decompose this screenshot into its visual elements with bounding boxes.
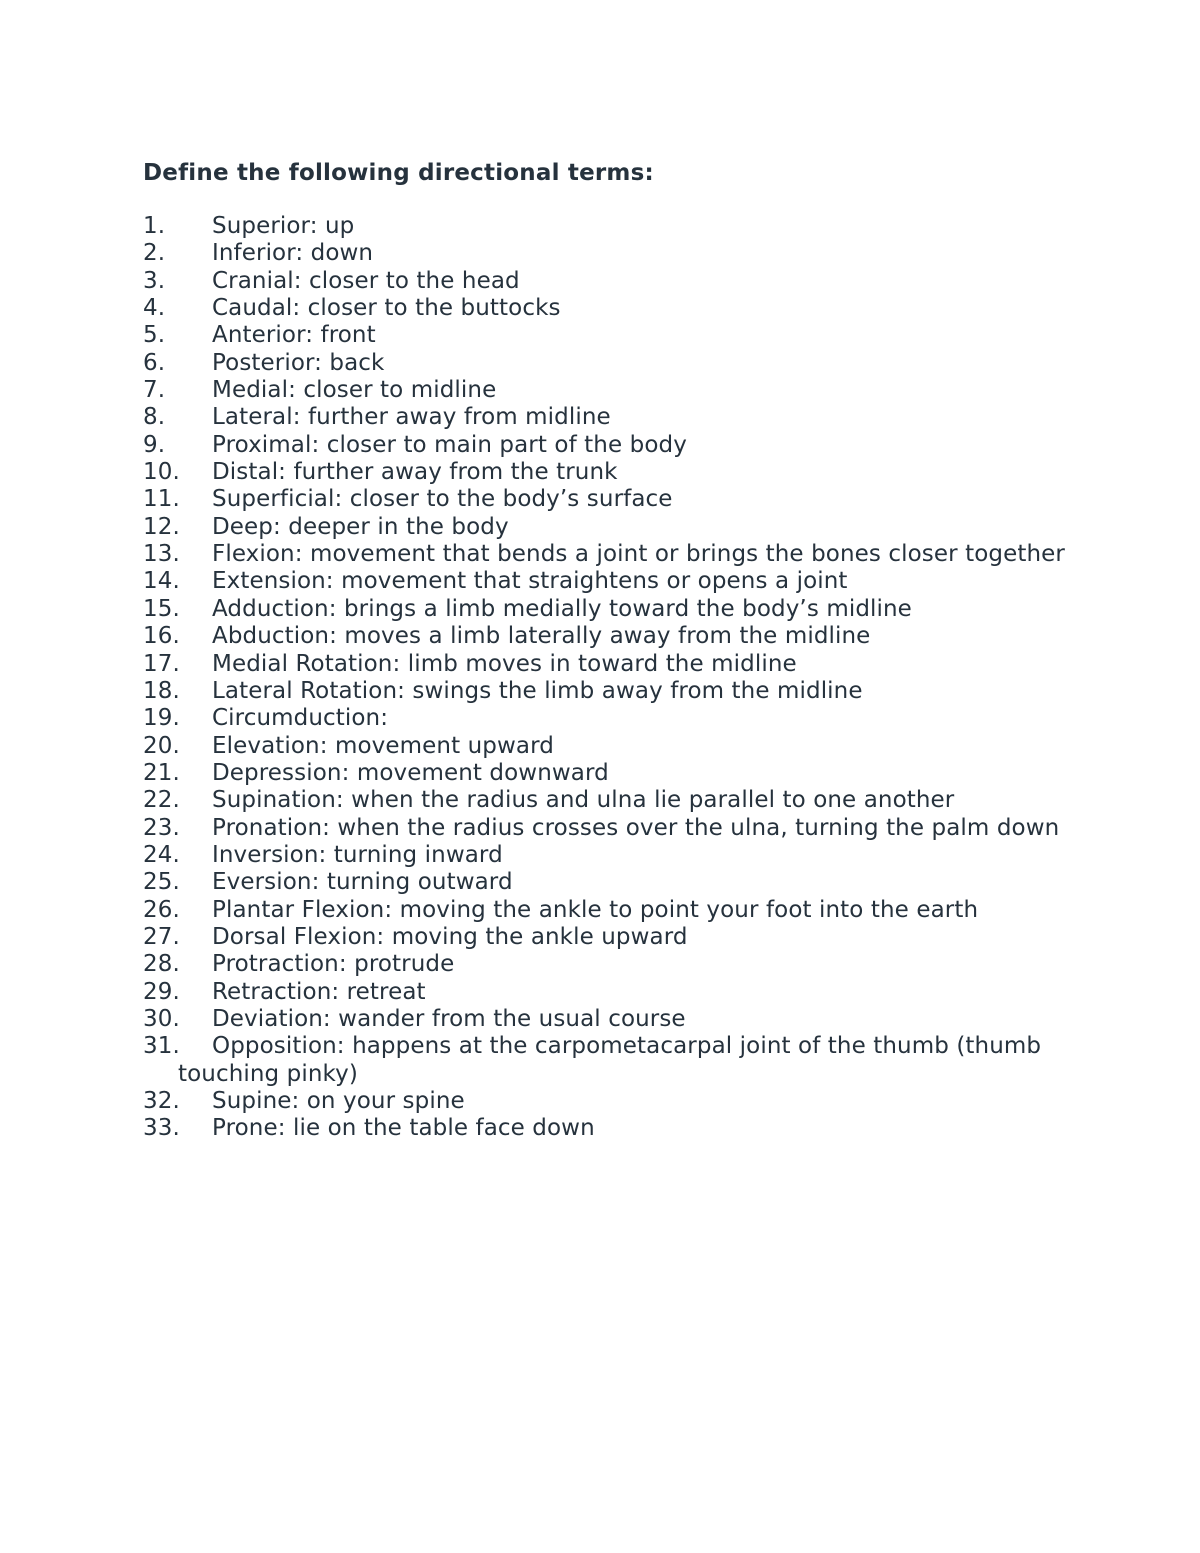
term-item [143, 213, 1083, 240]
term-number: 13. [143, 541, 180, 568]
term-definition: Distal: further away from the trunk [212, 459, 618, 486]
term-definition: Flexion: movement that bends a joint or brings the bones closer together [212, 541, 1065, 568]
term-item [143, 678, 1083, 705]
term-number: 5. [143, 322, 166, 349]
term-item [143, 268, 1083, 295]
term-item [143, 869, 1083, 896]
term-item [143, 514, 1083, 541]
term-definition: Deviation: wander from the usual course [212, 1005, 686, 1032]
term-number: 19. [143, 705, 180, 732]
term-number: 30. [143, 1005, 180, 1032]
term-item [143, 377, 1083, 404]
term-definition: Elevation: movement upward [212, 732, 554, 759]
term-item [143, 951, 1083, 978]
term-item [143, 924, 1083, 951]
term-number: 1. [143, 213, 166, 239]
term-item [143, 432, 1083, 459]
term-number: 3. [143, 267, 166, 294]
term-number: 11. [143, 486, 180, 513]
term-item [143, 815, 1083, 842]
term-item [143, 596, 1083, 623]
term-number: 23. [143, 814, 180, 841]
term-number: 26. [143, 896, 180, 923]
term-definition: Superficial: closer to the body’s surface [212, 486, 673, 513]
term-definition: Depression: movement downward [212, 759, 609, 786]
term-number: 29. [143, 978, 180, 1005]
term-definition: Retraction: retreat [212, 978, 426, 1005]
term-definition: Abduction: moves a limb laterally away from the midline [212, 623, 871, 650]
term-number: 33. [143, 1115, 180, 1142]
term-item [143, 404, 1083, 431]
term-item [143, 1088, 1083, 1115]
term-number: 28. [143, 951, 180, 978]
term-item [143, 787, 1083, 814]
term-item [143, 897, 1083, 924]
term-definition: Supine: on your spine [212, 1088, 465, 1114]
term-definition: Cranial: closer to the head [212, 267, 520, 294]
term-definition: Inferior: down [212, 240, 374, 267]
term-item [143, 733, 1083, 760]
term-item [143, 322, 1083, 349]
term-item [143, 541, 1083, 568]
term-number: 6. [143, 349, 166, 376]
term-number: 7. [143, 377, 166, 404]
term-definition: Adduction: brings a limb medially toward the body’s midline [212, 595, 912, 622]
term-item [143, 1033, 1083, 1088]
term-number: 20. [143, 732, 180, 759]
term-item [143, 568, 1083, 595]
term-definition: Circumduction: [212, 705, 389, 732]
term-definition: Posterior: back [212, 349, 385, 376]
term-number: 9. [143, 431, 166, 458]
term-number: 17. [143, 650, 180, 677]
term-item [143, 842, 1083, 869]
document-heading: Define the following directional terms: [143, 160, 654, 186]
term-definition: Deep: deeper in the body [212, 513, 509, 540]
term-number: 18. [143, 677, 180, 704]
term-number: 25. [143, 869, 180, 896]
terms-list [143, 213, 1083, 1143]
term-number: 14. [143, 568, 180, 595]
term-definition: Anterior: front [212, 322, 376, 349]
term-item [143, 459, 1083, 486]
term-definition: Inversion: turning inward [212, 841, 503, 868]
term-number: 2. [143, 240, 166, 267]
term-number: 22. [143, 787, 180, 814]
term-definition: Prone: lie on the table face down [212, 1115, 595, 1142]
term-definition: Medial: closer to midline [212, 377, 497, 404]
term-number: 15. [143, 595, 180, 622]
term-item [143, 295, 1083, 322]
term-definition: Plantar Flexion: moving the ankle to point your foot into the earth [212, 896, 979, 923]
term-definition: Protraction: protrude [212, 951, 455, 978]
term-number: 10. [143, 459, 180, 486]
term-number: 12. [143, 513, 180, 540]
term-definition: Proximal: closer to main part of the body [212, 431, 687, 458]
term-definition: Extension: movement that straightens or opens a joint [212, 568, 848, 595]
term-definition: Medial Rotation: limb moves in toward the midline [212, 650, 797, 677]
term-definition: Eversion: turning outward [212, 869, 513, 896]
term-item [143, 350, 1083, 377]
term-item [143, 623, 1083, 650]
term-definition: Lateral Rotation: swings the limb away from the midline [212, 677, 863, 704]
term-number: 31. [143, 1033, 180, 1060]
term-number: 32. [143, 1088, 180, 1114]
term-definition: Supination: when the radius and ulna lie parallel to one another [212, 787, 955, 814]
term-item [143, 240, 1083, 267]
term-item [143, 1006, 1083, 1033]
term-definition: Caudal: closer to the buttocks [212, 295, 561, 322]
term-definition: Lateral: further away from midline [212, 404, 611, 431]
term-number: 24. [143, 841, 180, 868]
term-number: 16. [143, 623, 180, 650]
term-item [143, 651, 1083, 678]
term-number: 4. [143, 295, 166, 322]
term-definition: Opposition: happens at the carpometacarpal joint of the thumb (thumb touching pinky) [178, 1033, 1042, 1087]
term-item [143, 705, 1083, 732]
document-page [143, 158, 1083, 1143]
term-definition: Dorsal Flexion: moving the ankle upward [212, 923, 688, 950]
term-item [143, 1115, 1083, 1142]
term-definition: Superior: up [212, 213, 355, 239]
term-item [143, 979, 1083, 1006]
term-number: 27. [143, 923, 180, 950]
term-number: 21. [143, 759, 180, 786]
term-definition: Pronation: when the radius crosses over the ulna, turning the palm down [212, 814, 1060, 841]
term-item [143, 760, 1083, 787]
term-item [143, 486, 1083, 513]
term-number: 8. [143, 404, 166, 431]
